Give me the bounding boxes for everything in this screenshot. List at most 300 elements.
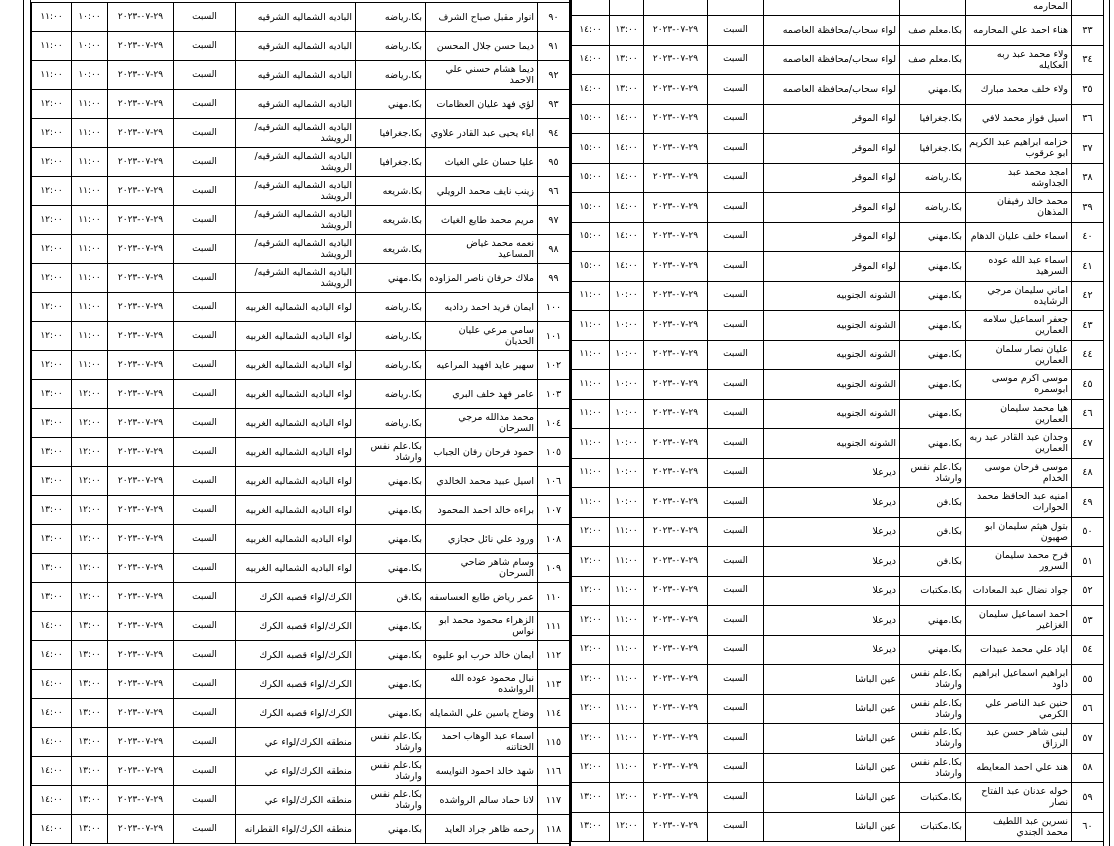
cell-region: الكرك/لواء قصبه الكرك	[236, 641, 356, 670]
table-row	[32, 641, 570, 670]
right-schedule-panel	[570, 0, 1104, 846]
cell-region: لواء الباديه الشماليه الغربيه	[236, 380, 356, 409]
cell-time-from: ١٣:٠٠	[610, 45, 644, 75]
cell-number: ١١٥	[538, 728, 570, 757]
cell-time-to: ١٢:٠٠	[572, 547, 610, 577]
cell-day: السبت	[174, 351, 236, 380]
cell-specialization: بكا.علم نفس وارشاد	[356, 757, 426, 786]
cell-specialization: بكا.رياضه	[356, 293, 426, 322]
cell-number: ٣٤	[1072, 45, 1104, 75]
cell-specialization: بكا.مهني	[900, 75, 966, 105]
cell-region: الباديه الشماليه الشرقيه/ الرويشد	[236, 206, 356, 235]
table-row-partial	[572, 0, 1104, 16]
table-row	[572, 547, 1104, 577]
cell-time-to: ١١:٠٠	[572, 370, 610, 400]
table-row	[572, 753, 1104, 783]
cell-name: امنيه عبد الحافظ محمد الحوارات	[966, 488, 1072, 518]
cell-day: السبت	[708, 370, 764, 400]
cell-region: الشونه الجنوبيه	[764, 281, 900, 311]
table-row	[572, 193, 1104, 223]
cell-date: ٢٩-٠٧-٢٠٢٣	[644, 281, 708, 311]
cell-day: السبت	[708, 311, 764, 341]
cell-date: ٢٩-٠٧-٢٠٢٣	[108, 351, 174, 380]
cell-date: ٢٩-٠٧-٢٠٢٣	[108, 815, 174, 844]
cell-day: السبت	[708, 783, 764, 813]
cell-day: السبت	[708, 340, 764, 370]
table-row	[572, 812, 1104, 842]
cell-day: السبت	[708, 694, 764, 724]
cell-number: ٩٥	[538, 148, 570, 177]
cell-number: ٩٦	[538, 177, 570, 206]
cell-region: عين الباشا	[764, 694, 900, 724]
cell-number: ٣٧	[1072, 134, 1104, 164]
table-row	[572, 104, 1104, 134]
cell-specialization: بكا.معلم صف	[900, 45, 966, 75]
cell-time-to: ١٢:٠٠	[572, 694, 610, 724]
cell-date: ٢٩-٠٧-٢٠٢٣	[108, 699, 174, 728]
cell-time-to: ١٥:٠٠	[572, 222, 610, 252]
cell-region: لواء الموقر	[764, 134, 900, 164]
cell-number: ١١٦	[538, 757, 570, 786]
cell-time-from: ١٣:٠٠	[610, 16, 644, 46]
cell-name: خزامه ابراهيم عبد الكريم ابو عرقوب	[966, 134, 1072, 164]
cell-time-to: ١٢:٠٠	[32, 293, 72, 322]
cell-time-from: ١٣:٠٠	[72, 757, 108, 786]
table-row	[32, 670, 570, 699]
cell-number: ٥٢	[1072, 576, 1104, 606]
cell-time-from: ١٤:٠٠	[610, 252, 644, 282]
cell-day: السبت	[708, 753, 764, 783]
cell-time-to: ١٢:٠٠	[32, 90, 72, 119]
cell-name: براءه خالد احمد المحمود	[426, 496, 538, 525]
cell-time-to: ١٤:٠٠	[572, 45, 610, 75]
cell-specialization: بكا.مهني	[900, 281, 966, 311]
table-row	[32, 815, 570, 844]
table-row	[572, 134, 1104, 164]
cell-date: ٢٩-٠٧-٢٠٢٣	[644, 222, 708, 252]
cell-date: ٢٩-٠٧-٢٠٢٣	[108, 438, 174, 467]
cell-day: السبت	[174, 786, 236, 815]
cell-date: ٢٩-٠٧-٢٠٢٣	[644, 104, 708, 134]
cell-number: ١٠٣	[538, 380, 570, 409]
cell-day: السبت	[174, 699, 236, 728]
cell-name: نبال محمود عوده الله الرواشده	[426, 670, 538, 699]
cell-number: ٥٠	[1072, 517, 1104, 547]
cell-time-from: ١٢:٠٠	[72, 496, 108, 525]
cell-day: السبت	[174, 438, 236, 467]
cell-region: لواء سحاب/محافظة العاصمه	[764, 16, 900, 46]
cell-time-to: ١١:٠٠	[32, 61, 72, 90]
cell-number: ١٠٠	[538, 293, 570, 322]
cell-region: لواء الباديه الشماليه الغربيه	[236, 351, 356, 380]
cell-specialization: بكا.مكتبات	[900, 812, 966, 842]
left-margin-line	[23, 0, 24, 846]
cell-time-to: ١٤:٠٠	[32, 670, 72, 699]
cell-date: ٢٩-٠٧-٢٠٢٣	[108, 206, 174, 235]
cell-specialization: بكا.مكتبات	[900, 576, 966, 606]
cell-date: ٢٩-٠٧-٢٠٢٣	[644, 193, 708, 223]
cell-time-to: ١٥:٠٠	[572, 104, 610, 134]
table-row	[572, 370, 1104, 400]
cell-time-from: ١١:٠٠	[610, 694, 644, 724]
cell-day: السبت	[174, 670, 236, 699]
cell-date: ٢٩-٠٧-٢٠٢٣	[108, 61, 174, 90]
cell-region: الباديه الشماليه الشرقيه	[236, 90, 356, 119]
table-row	[572, 606, 1104, 636]
table-row	[32, 206, 570, 235]
table-row	[32, 32, 570, 61]
cell-number: ١٠٤	[538, 409, 570, 438]
cell-day: السبت	[708, 429, 764, 459]
cell-date: ٢٩-٠٧-٢٠٢٣	[108, 467, 174, 496]
cell-specialization: بكا.شريعه	[356, 206, 426, 235]
cell-specialization: بكا.علم نفس وارشاد	[356, 438, 426, 467]
cell-number: ٩٨	[538, 235, 570, 264]
cell-date: ٢٩-٠٧-٢٠٢٣	[108, 119, 174, 148]
cell-name: بتول هيثم سليمان ابو صهيون	[966, 517, 1072, 547]
cell-time-to: ١١:٠٠	[572, 458, 610, 488]
cell-date: ٢٩-٠٧-٢٠٢٣	[108, 496, 174, 525]
cell-region: ديرعلا	[764, 517, 900, 547]
table-row	[572, 429, 1104, 459]
cell-date: ٢٩-٠٧-٢٠٢٣	[108, 525, 174, 554]
cell-region: ديرعلا	[764, 458, 900, 488]
cell-time-to: ١٢:٠٠	[572, 517, 610, 547]
cell-date: ٢٩-٠٧-٢٠٢٣	[108, 409, 174, 438]
cell-date: ٢٩-٠٧-٢٠٢٣	[644, 340, 708, 370]
cell-time-from: ١٣:٠٠	[72, 670, 108, 699]
cell-time-from: ١٣:٠٠	[72, 815, 108, 844]
cell-region: لواء الموقر	[764, 104, 900, 134]
cell-time-from: ١١:٠٠	[610, 753, 644, 783]
cell-time-to: ١٤:٠٠	[32, 699, 72, 728]
cell-specialization: بكا.جغرافيا	[356, 148, 426, 177]
cell-specialization: بكا.مهني	[356, 554, 426, 583]
cell-region: لواء الباديه الشماليه الغربيه	[236, 554, 356, 583]
cell-region: عين الباشا	[764, 753, 900, 783]
cell-name: محمد مدالله مرجي السرحان	[426, 409, 538, 438]
table-row	[572, 16, 1104, 46]
cell-time-to: ١٣:٠٠	[572, 812, 610, 842]
cell-region: الباديه الشماليه الشرقيه/ الرويشد	[236, 177, 356, 206]
cell-date: ٢٩-٠٧-٢٠٢٣	[644, 16, 708, 46]
cell-region: منطقه الكرك/لواء عي	[236, 757, 356, 786]
cell-day: السبت	[708, 488, 764, 518]
cell-date: ٢٩-٠٧-٢٠٢٣	[644, 45, 708, 75]
cell-specialization: بكا.رياضه	[356, 322, 426, 351]
cell-date: ٢٩-٠٧-٢٠٢٣	[108, 786, 174, 815]
cell-time-from: ١٠:٠٠	[72, 3, 108, 32]
cell-region: الباديه الشماليه الشرقيه/ الرويشد	[236, 264, 356, 293]
table-row	[32, 583, 570, 612]
cell-time-to: ١٥:٠٠	[572, 134, 610, 164]
cell-name: فرح محمد سليمان السرور	[966, 547, 1072, 577]
cell-time-from: ١٣:٠٠	[72, 786, 108, 815]
cell-time-to: ١٤:٠٠	[32, 786, 72, 815]
cell-name: امجد محمد عبد الجداوشه	[966, 163, 1072, 193]
table-row	[32, 467, 570, 496]
cell-number: ٩٢	[538, 61, 570, 90]
cell-date: ٢٩-٠٧-٢٠٢٣	[108, 757, 174, 786]
cell-time-to: ١٤:٠٠	[572, 16, 610, 46]
cell-number: ٤٥	[1072, 370, 1104, 400]
cell-number: ١٠٩	[538, 554, 570, 583]
cell-specialization: بكا.فن	[900, 488, 966, 518]
cell-date: ٢٩-٠٧-٢٠٢٣	[644, 547, 708, 577]
cell-day: السبت	[174, 32, 236, 61]
cell-number: ١٠١	[538, 322, 570, 351]
cell-time-from: ١٤:٠٠	[610, 193, 644, 223]
cell-number: ١١٤	[538, 699, 570, 728]
cell-time-to: ١٣:٠٠	[32, 583, 72, 612]
cell-time-to: ١٥:٠٠	[572, 252, 610, 282]
cell-time-to: ١١:٠٠	[572, 340, 610, 370]
cell-time-to: ١١:٠٠	[572, 399, 610, 429]
cell-specialization: بكا.مهني	[900, 340, 966, 370]
cell-region: منطقه الكرك/لواء القطرانه	[236, 815, 356, 844]
cell-number: ٦٠	[1072, 812, 1104, 842]
cell-region: ديرعلا	[764, 488, 900, 518]
cell-name: عامر فهد خلف البري	[426, 380, 538, 409]
table-row	[32, 612, 570, 641]
cell-date: ٢٩-٠٧-٢٠٢٣	[644, 458, 708, 488]
cell-number: ٣٥	[1072, 75, 1104, 105]
cell-name: ديما حسن جلال المحسن	[426, 32, 538, 61]
cell-day: السبت	[708, 252, 764, 282]
cell-specialization: بكا.علم نفس وارشاد	[900, 724, 966, 754]
cell-number: ٥٤	[1072, 635, 1104, 665]
cell-name: موسى اكرم موسى ابوسمره	[966, 370, 1072, 400]
cell-time-from: ١٢:٠٠	[610, 783, 644, 813]
cell-day: السبت	[708, 812, 764, 842]
cell-time-from: ١٢:٠٠	[72, 525, 108, 554]
cell-number: ١٠٧	[538, 496, 570, 525]
cell-date: ٢٩-٠٧-٢٠٢٣	[644, 134, 708, 164]
cell-date: ٢٩-٠٧-٢٠٢٣	[108, 177, 174, 206]
cell-time-from: ١٣:٠٠	[72, 728, 108, 757]
cell-date: ٢٩-٠٧-٢٠٢٣	[108, 380, 174, 409]
cell-date: ٢٩-٠٧-٢٠٢٣	[644, 163, 708, 193]
cell-date: ٢٩-٠٧-٢٠٢٣	[108, 612, 174, 641]
cell-region: الشونه الجنوبيه	[764, 370, 900, 400]
cell-date: ٢٩-٠٧-٢٠٢٣	[644, 783, 708, 813]
cell-time-from: ١٠:٠٠	[610, 311, 644, 341]
cell-time-to: ١٣:٠٠	[32, 409, 72, 438]
cell-name: اسماء خلف عليان الدهام	[966, 222, 1072, 252]
cell-time-to: ١٣:٠٠	[32, 467, 72, 496]
cell-time-from: ١٢:٠٠	[72, 438, 108, 467]
cell-time-from: ١٠:٠٠	[610, 429, 644, 459]
cell-specialization: بكا.مهني	[356, 264, 426, 293]
cell-region: الشونه الجنوبيه	[764, 311, 900, 341]
cell-time-from: ١٤:٠٠	[610, 222, 644, 252]
cell-day: السبت	[708, 134, 764, 164]
cell-time-to: ١٥:٠٠	[572, 163, 610, 193]
cell-name: عليان نصار سلمان العمارين	[966, 340, 1072, 370]
right-schedule-table	[571, 0, 1104, 842]
cell-number: ٥٥	[1072, 665, 1104, 695]
cell-time-from: ١١:٠٠	[610, 547, 644, 577]
cell-time-from: ١٠:٠٠	[72, 61, 108, 90]
cell-time-from: ١٠:٠٠	[610, 340, 644, 370]
table-row	[32, 322, 570, 351]
cell-name: سهير عايد افهيد المراعيه	[426, 351, 538, 380]
cell-specialization: بكا.مهني	[356, 670, 426, 699]
cell-date: ٢٩-٠٧-٢٠٢٣	[644, 753, 708, 783]
cell-specialization: بكا.مهني	[900, 222, 966, 252]
cell-time-to: ١٢:٠٠	[32, 235, 72, 264]
cell-date: ٢٩-٠٧-٢٠٢٣	[108, 235, 174, 264]
cell-day: السبت	[174, 206, 236, 235]
cell-time-from: ١١:٠٠	[72, 235, 108, 264]
cell-time-from: ١١:٠٠	[610, 724, 644, 754]
cell-time-from: ١١:٠٠	[610, 606, 644, 636]
cell-specialization: بكا.فن	[900, 547, 966, 577]
table-row	[572, 45, 1104, 75]
cell-number: ١١٨	[538, 815, 570, 844]
cell-day: السبت	[174, 90, 236, 119]
cell-time-to: ١٢:٠٠	[572, 576, 610, 606]
cell-empty	[644, 0, 708, 16]
cell-specialization: بكا.فن	[356, 583, 426, 612]
table-row	[32, 438, 570, 467]
cell-name: جعفر اسماعيل سلامه العمارين	[966, 311, 1072, 341]
cell-region: لواء الباديه الشماليه الغربيه	[236, 409, 356, 438]
cell-name: الزهراء محمود محمد ابو نواس	[426, 612, 538, 641]
cell-date: ٢٩-٠٧-٢٠٢٣	[108, 322, 174, 351]
cell-time-to: ١٢:٠٠	[32, 148, 72, 177]
cell-time-from: ١١:٠٠	[610, 635, 644, 665]
cell-number: ١٠٦	[538, 467, 570, 496]
cell-time-to: ١٣:٠٠	[32, 438, 72, 467]
cell-number: ٥٦	[1072, 694, 1104, 724]
cell-day: السبت	[708, 517, 764, 547]
cell-specialization: بكا.جغرافيا	[900, 134, 966, 164]
cell-specialization: بكا.علم نفس وارشاد	[900, 665, 966, 695]
cell-time-to: ١٤:٠٠	[32, 728, 72, 757]
cell-number: ٤٦	[1072, 399, 1104, 429]
cell-date: ٢٩-٠٧-٢٠٢٣	[644, 694, 708, 724]
cell-time-to: ١٤:٠٠	[32, 815, 72, 844]
table-row	[572, 163, 1104, 193]
right-margin-line	[1109, 0, 1110, 846]
cell-date: ٢٩-٠٧-٢٠٢٣	[644, 635, 708, 665]
cell-name: وسام شاهر ضاحي السرحان	[426, 554, 538, 583]
cell-number: ١١٢	[538, 641, 570, 670]
cell-time-from: ١٢:٠٠	[72, 467, 108, 496]
cell-name: احمد اسماعيل سليمان الغزاغير	[966, 606, 1072, 636]
cell-number: ٣٩	[1072, 193, 1104, 223]
cell-name: اماني سليمان مرجي الرشايده	[966, 281, 1072, 311]
cell-day: السبت	[708, 665, 764, 695]
cell-specialization: بكا.رياضه	[356, 32, 426, 61]
cell-time-to: ١١:٠٠	[572, 281, 610, 311]
table-row	[572, 252, 1104, 282]
cell-region: لواء الباديه الشماليه الغربيه	[236, 293, 356, 322]
cell-number: ٤٣	[1072, 311, 1104, 341]
cell-empty	[1072, 0, 1104, 16]
cell-time-to: ١١:٠٠	[32, 32, 72, 61]
cell-name: وجدان عبد القادر عبد ربه العمارين	[966, 429, 1072, 459]
cell-name: ايمان خالد حرب ابو عليوه	[426, 641, 538, 670]
cell-date: ٢٩-٠٧-٢٠٢٣	[108, 583, 174, 612]
cell-time-from: ١١:٠٠	[72, 119, 108, 148]
cell-date: ٢٩-٠٧-٢٠٢٣	[108, 32, 174, 61]
cell-number: ٥١	[1072, 547, 1104, 577]
table-row	[572, 488, 1104, 518]
cell-date: ٢٩-٠٧-٢٠٢٣	[644, 429, 708, 459]
cell-name: موسى فرحان موسى الخدام	[966, 458, 1072, 488]
cell-time-to: ١٤:٠٠	[32, 757, 72, 786]
table-row	[32, 148, 570, 177]
cell-specialization: بكا.رياضه	[356, 409, 426, 438]
cell-specialization: بكا.مهني	[356, 525, 426, 554]
table-row	[572, 75, 1104, 105]
cell-name: لؤي فهد عليان العظامات	[426, 90, 538, 119]
cell-time-to: ١٢:٠٠	[572, 665, 610, 695]
cell-region: لواء سحاب/محافظة العاصمه	[764, 75, 900, 105]
cell-name: جواد نضال عبد المعادات	[966, 576, 1072, 606]
cell-name: اسماء عبد الله عوده السرهيد	[966, 252, 1072, 282]
cell-date: ٢٩-٠٧-٢٠٢٣	[108, 3, 174, 32]
cell-date: ٢٩-٠٧-٢٠٢٣	[108, 670, 174, 699]
cell-date: ٢٩-٠٧-٢٠٢٣	[108, 554, 174, 583]
cell-date: ٢٩-٠٧-٢٠٢٣	[108, 90, 174, 119]
cell-region: الباديه الشماليه الشرقيه	[236, 32, 356, 61]
cell-region: الشونه الجنوبيه	[764, 340, 900, 370]
cell-specialization: بكا.شريعه	[356, 235, 426, 264]
cell-name: رحمه ظاهر جراد العايد	[426, 815, 538, 844]
cell-time-from: ١١:٠٠	[72, 148, 108, 177]
table-row	[572, 665, 1104, 695]
cell-day: السبت	[174, 525, 236, 554]
table-row	[32, 177, 570, 206]
cell-day: السبت	[708, 399, 764, 429]
cell-date: ٢٩-٠٧-٢٠٢٣	[644, 576, 708, 606]
cell-day: السبت	[174, 757, 236, 786]
cell-day: السبت	[708, 635, 764, 665]
table-row	[32, 235, 570, 264]
cell-region: الكرك/لواء قصبه الكرك	[236, 583, 356, 612]
cell-time-from: ١٣:٠٠	[72, 612, 108, 641]
cell-number: ٩٩	[538, 264, 570, 293]
cell-time-from: ١١:٠٠	[72, 264, 108, 293]
cell-empty	[572, 0, 610, 16]
cell-name-partial: المحارمه	[966, 0, 1072, 16]
cell-region: الشونه الجنوبيه	[764, 399, 900, 429]
cell-number: ٤٧	[1072, 429, 1104, 459]
cell-region: لواء الموقر	[764, 193, 900, 223]
cell-time-to: ١٤:٠٠	[572, 75, 610, 105]
table-row	[32, 699, 570, 728]
cell-specialization: بكا.رياضه	[356, 61, 426, 90]
cell-date: ٢٩-٠٧-٢٠٢٣	[644, 517, 708, 547]
cell-date: ٢٩-٠٧-٢٠٢٣	[644, 812, 708, 842]
cell-specialization: بكا.رياضه	[900, 193, 966, 223]
cell-specialization: بكا.مكتبات	[900, 783, 966, 813]
cell-name: هناء احمد علي المحارمه	[966, 16, 1072, 46]
table-row	[572, 281, 1104, 311]
cell-name: لبنى شاهر حسن عبد الرزاق	[966, 724, 1072, 754]
cell-specialization: بكا.مهني	[900, 370, 966, 400]
cell-name: اسيل فواز محمد لافي	[966, 104, 1072, 134]
cell-name: ورود علي نائل حجازي	[426, 525, 538, 554]
cell-time-to: ١٤:٠٠	[32, 612, 72, 641]
cell-time-from: ١١:٠٠	[610, 665, 644, 695]
cell-specialization: بكا.علم نفس وارشاد	[356, 786, 426, 815]
cell-day: السبت	[174, 467, 236, 496]
cell-region: لواء الباديه الشماليه الغربيه	[236, 467, 356, 496]
